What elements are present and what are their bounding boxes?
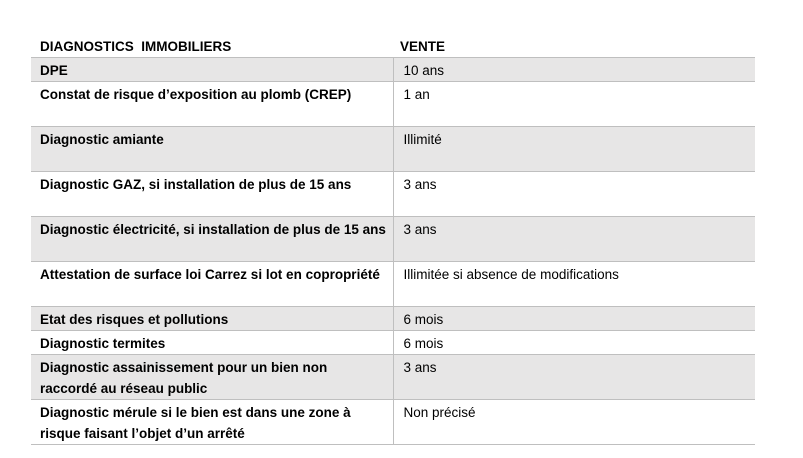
table-row <box>31 127 755 172</box>
row-label: Diagnostic électricité, si installation de plus de 15 ans <box>31 217 393 262</box>
row-label: Diagnostic termites <box>31 331 393 355</box>
row-value: 1 an <box>393 82 755 127</box>
row-value: 3 ans <box>393 172 755 217</box>
row-value: Illimité <box>393 127 755 172</box>
row-value: 6 mois <box>393 307 755 331</box>
row-value: 3 ans <box>393 217 755 262</box>
table-row <box>31 58 755 82</box>
row-label: Diagnostic assainissement pour un bien non raccordé au réseau public <box>31 355 393 400</box>
row-label: Etat des risques et pollutions <box>31 307 393 331</box>
row-label: Constat de risque d’exposition au plomb (CREP) <box>31 82 393 127</box>
column-header-vente: VENTE <box>393 34 755 58</box>
diagnostics-table-container <box>31 34 755 445</box>
table-row <box>31 400 755 445</box>
row-label: DPE <box>31 58 393 82</box>
table-header-row <box>31 34 755 58</box>
diagnostics-table <box>31 34 755 445</box>
row-value: Illimitée si absence de modifications <box>393 262 755 307</box>
row-label: Diagnostic mérule si le bien est dans une zone à risque faisant l’objet d’un arrêté <box>31 400 393 445</box>
table-row <box>31 217 755 262</box>
row-label: Diagnostic GAZ, si installation de plus de 15 ans <box>31 172 393 217</box>
table-row <box>31 307 755 331</box>
table-row <box>31 355 755 400</box>
table-row <box>31 262 755 307</box>
row-label: Diagnostic amiante <box>31 127 393 172</box>
row-label: Attestation de surface loi Carrez si lot en copropriété <box>31 262 393 307</box>
row-value: 6 mois <box>393 331 755 355</box>
row-value: Non précisé <box>393 400 755 445</box>
table-row <box>31 172 755 217</box>
column-header-diagnostics: DIAGNOSTICS IMMOBILIERS <box>31 34 393 58</box>
table-row <box>31 82 755 127</box>
row-value: 3 ans <box>393 355 755 400</box>
table-row <box>31 331 755 355</box>
row-value: 10 ans <box>393 58 755 82</box>
